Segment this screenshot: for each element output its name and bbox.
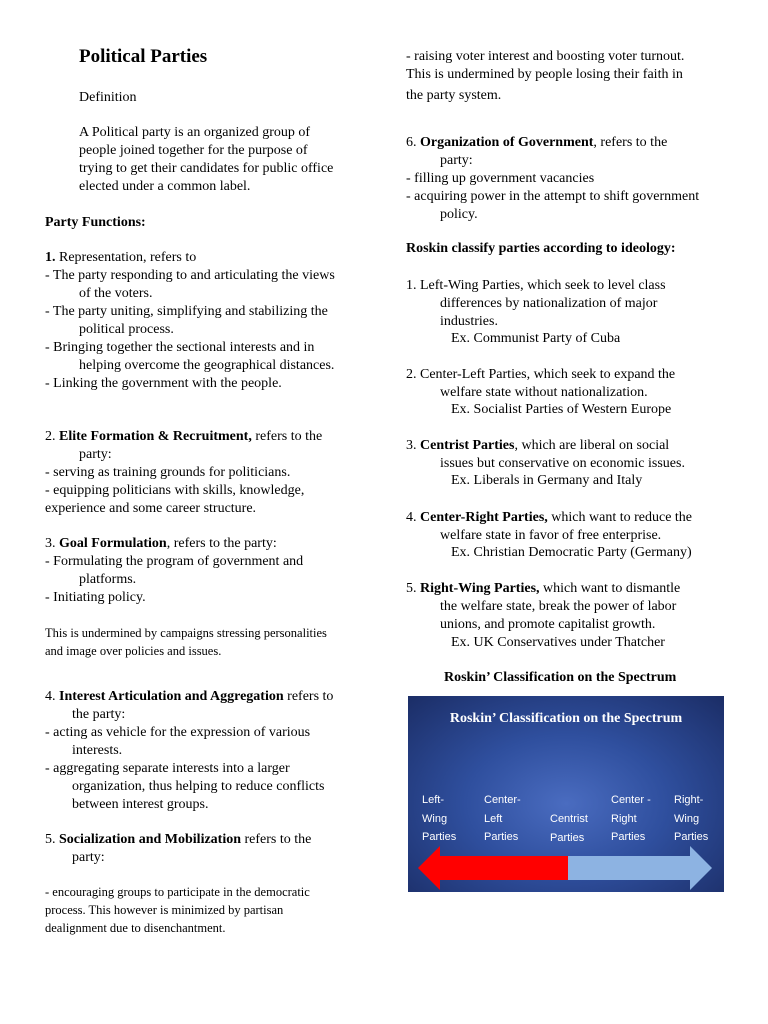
functions-heading: Party Functions: (45, 215, 146, 230)
function-5-note: dealignment due to disenchantment. (45, 921, 226, 935)
spectrum-label-left-wing: Left- Wing Parties (422, 794, 457, 843)
function-5-heading: 5. Socialization and Mobilization refers to the (45, 832, 312, 847)
spectrum-label-right-wing: Right- Wing Parties (674, 794, 709, 843)
spectrum-arrow (408, 696, 724, 892)
classification-1-example: Ex. Communist Party of Cuba (451, 331, 621, 346)
definition-line: elected under a common label. (79, 179, 251, 194)
roskin-heading: Roskin classify parties according to ideology: (406, 241, 676, 256)
classification-2-heading: 2. Center-Left Parties, which seek to expand the (406, 367, 676, 382)
function-5-line: party: (72, 850, 105, 865)
classification-4-heading: 4. Center-Right Parties, which want to reduce the (406, 510, 693, 525)
classification-1-heading: 1. Left-Wing Parties, which seek to level class (406, 278, 666, 293)
spectrum-label-center-right: Center - Right Parties (611, 794, 651, 843)
function-4-line: - acting as vehicle for the expression of various (45, 725, 311, 740)
classification-5-heading: 5. Right-Wing Parties, which want to dismantle (406, 581, 681, 596)
classification-5-example: Ex. UK Conservatives under Thatcher (451, 635, 665, 650)
function-2-heading: 2. Elite Formation & Recruitment, refers to the (45, 429, 323, 444)
function-2-line: party: (79, 447, 112, 462)
function-1-line: helping overcome the geographical distances. (79, 358, 335, 373)
function-3-note: and image over policies and issues. (45, 644, 222, 658)
spectrum-label-center-left: Center- Left Parties (484, 794, 521, 843)
left-arrow-icon (418, 846, 568, 890)
classification-5-line: the welfare state, break the power of labor (440, 599, 677, 614)
function-4-line: between interest groups. (72, 797, 209, 812)
function-3-heading: 3. Goal Formulation, refers to the party: (45, 536, 277, 551)
function-4-line: organization, thus helping to reduce conflicts (72, 779, 325, 794)
function-6-line: - acquiring power in the attempt to shift government (406, 189, 700, 204)
spectrum-label-centrist: Centrist Parties (550, 813, 588, 844)
function-4-line: - aggregating separate interests into a larger (45, 761, 290, 776)
classification-4-example: Ex. Christian Democratic Party (Germany) (451, 545, 692, 560)
function-1-line: - Linking the government with the people. (45, 376, 282, 391)
classification-3-line: issues but conservative on economic issues. (440, 456, 685, 471)
function-1-line: - Bringing together the sectional interests and in (45, 340, 315, 355)
classification-5-line: unions, and promote capitalist growth. (440, 617, 656, 632)
intro-line: - raising voter interest and boosting voter turnout. (406, 49, 685, 64)
right-arrow-icon (568, 846, 712, 890)
function-6-line: policy. (440, 207, 478, 222)
definition-heading: Definition (79, 90, 137, 105)
function-2-line: - equipping politicians with skills, knowledge, (45, 483, 305, 498)
function-5-note: process. This however is minimized by partisan (45, 903, 284, 917)
function-1-line: - The party responding to and articulating the views (45, 268, 335, 283)
function-4-line: interests. (72, 743, 123, 758)
definition-line: trying to get their candidates for public office (79, 161, 334, 176)
function-6-line: party: (440, 153, 473, 168)
intro-line: the party system. (406, 88, 502, 103)
function-1-line: - The party uniting, simplifying and stabilizing the (45, 304, 328, 319)
definition-line: A Political party is an organized group of (79, 125, 311, 140)
spectrum-heading: Roskin’ Classification on the Spectrum (444, 670, 677, 685)
classification-1-line: industries. (440, 314, 498, 329)
function-3-note: This is undermined by campaigns stressing personalities (45, 626, 327, 640)
classification-2-line: welfare state without nationalization. (440, 385, 648, 400)
slide-title: Roskin’ Classification on the Spectrum (449, 711, 683, 726)
function-1-heading: 1. Representation, refers to (45, 250, 197, 265)
function-4-line: the party: (72, 707, 126, 722)
function-3-line: platforms. (79, 572, 137, 587)
function-6-line: - filling up government vacancies (406, 171, 595, 186)
function-3-line: - Formulating the program of government and (45, 554, 304, 569)
function-6-heading: 6. Organization of Government, refers to the (406, 135, 668, 150)
classification-1-line: differences by nationalization of major (440, 296, 658, 311)
function-2-line: experience and some career structure. (45, 501, 257, 516)
intro-line: This is undermined by people losing their faith in (406, 67, 683, 82)
classification-3-example: Ex. Liberals in Germany and Italy (451, 473, 643, 488)
function-3-line: - Initiating policy. (45, 590, 146, 605)
spectrum-slide (408, 696, 724, 892)
page-title: Political Parties (79, 46, 208, 67)
classification-2-example: Ex. Socialist Parties of Western Europe (451, 402, 672, 417)
function-2-line: - serving as training grounds for politicians. (45, 465, 291, 480)
function-4-heading: 4. Interest Articulation and Aggregation refers to (45, 689, 334, 704)
function-5-note: - encouraging groups to participate in the democratic (45, 885, 310, 899)
function-1-line: of the voters. (79, 286, 153, 301)
function-1-line: political process. (79, 322, 174, 337)
definition-line: people joined together for the purpose of (79, 143, 308, 158)
classification-4-line: welfare state in favor of free enterprise. (440, 528, 662, 543)
classification-3-heading: 3. Centrist Parties, which are liberal on social (406, 438, 670, 453)
